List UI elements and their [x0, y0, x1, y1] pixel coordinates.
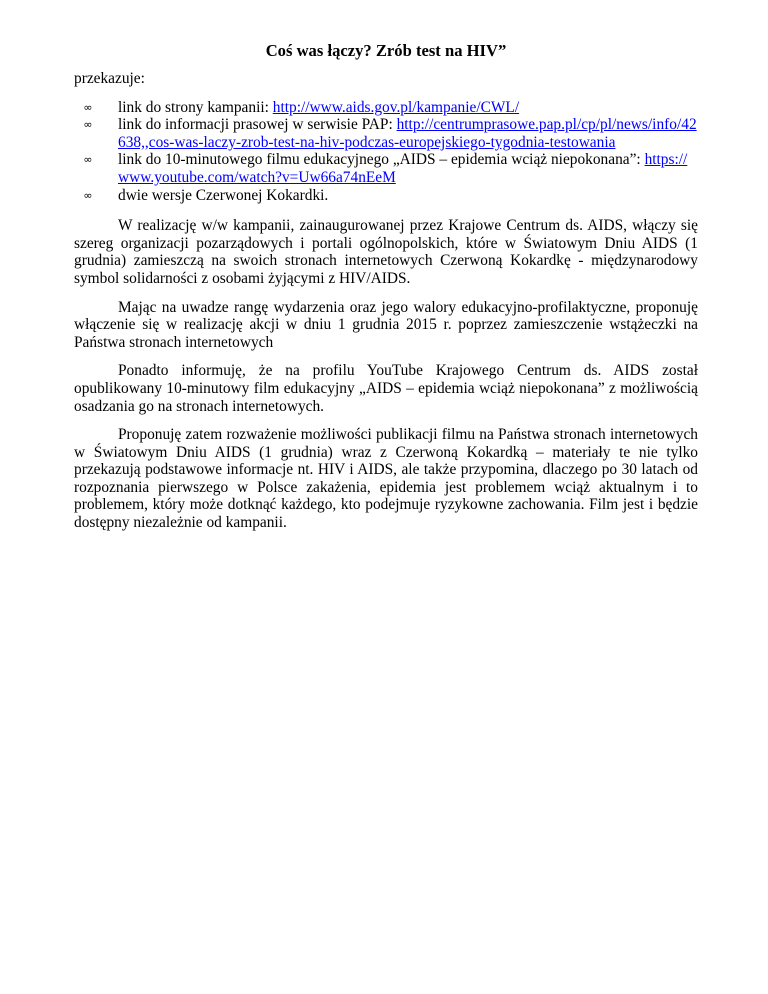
document-page	[74, 41, 698, 543]
press-release-link[interactable]: http://centrumprasowe.pap.pl/cp/pl/news/info/42638,,cos-was-laczy-zrob-test-na-hiv-podczas-europejskiego-tygodnia-testowania	[118, 116, 697, 151]
bullet-icon: ∞	[83, 153, 93, 167]
link-list	[74, 99, 698, 205]
intro-text: przekazuje:	[74, 70, 145, 87]
list-item-text: dwie wersje Czerwonej Kokardki.	[118, 186, 329, 204]
list-item-text: link do 10-minutowego filmu edukacyjnego „AIDS – epidemia wciąż niepokonana”:	[118, 151, 645, 169]
paragraph: W realizację w/w kampanii, zainaugurowanej przez Krajowe Centrum ds. AIDS, włączy się szereg organizacji pozarządowych i portali ogólnopolskich, które w Światowym Dniu AIDS (1 grudnia) zamieszczą na swoich stronach internetowych Czerwoną Kokardkę - międzynarodowy symbol solidarności z osobami żyjącymi z HIV/AIDS.	[74, 217, 698, 287]
list-item	[74, 116, 698, 151]
list-item	[74, 187, 698, 205]
list-item-text: link do informacji prasowej w serwisie PAP:	[118, 116, 397, 134]
paragraph: Proponuję zatem rozważenie możliwości publikacji filmu na Państwa stronach internetowych w Światowym Dniu AIDS (1 grudnia) wraz z Czerwoną Kokardką – materiały te nie tylko przekazują podstawowe informacje nt. HIV i AIDS, ale także przypomina, dlaczego po 30 latach od rozpoznania pierwszego w Polsce zakażenia, epidemia jest problemem wciąż aktualnym i to problemem, który może dotknąć każdego, kto podejmuje ryzykowne zachowania. Film jest i będzie dostępny niezależnie od kampanii.	[74, 426, 698, 532]
video-link[interactable]: https://www.youtube.com/watch?v=Uw66a74nEeM	[118, 151, 688, 186]
paragraph: Ponadto informuję, że na profilu YouTube Krajowego Centrum ds. AIDS został opublikowany 10-minutowy film edukacyjny „AIDS – epidemia wciąż niepokonana” z możliwością osadzania go na stronach internetowych.	[74, 362, 698, 415]
bullet-icon: ∞	[83, 188, 93, 202]
list-item-text: link do strony kampanii:	[118, 98, 273, 116]
list-item	[74, 151, 698, 186]
campaign-link[interactable]: http://www.aids.gov.pl/kampanie/CWL/	[272, 98, 520, 116]
bullet-icon: ∞	[83, 118, 93, 132]
document-title: Coś was łączy? Zrób test na HIV”	[265, 41, 507, 60]
bullet-icon: ∞	[83, 100, 93, 114]
list-item	[74, 99, 698, 117]
paragraph: Mając na uwadze rangę wydarzenia oraz jego walory edukacyjno-profilaktyczne, proponuję włączenie się w realizację akcji w dniu 1 grudnia 2015 r. poprzez zamieszczenie wstążeczki na Państwa stronach internetowych	[74, 298, 698, 351]
